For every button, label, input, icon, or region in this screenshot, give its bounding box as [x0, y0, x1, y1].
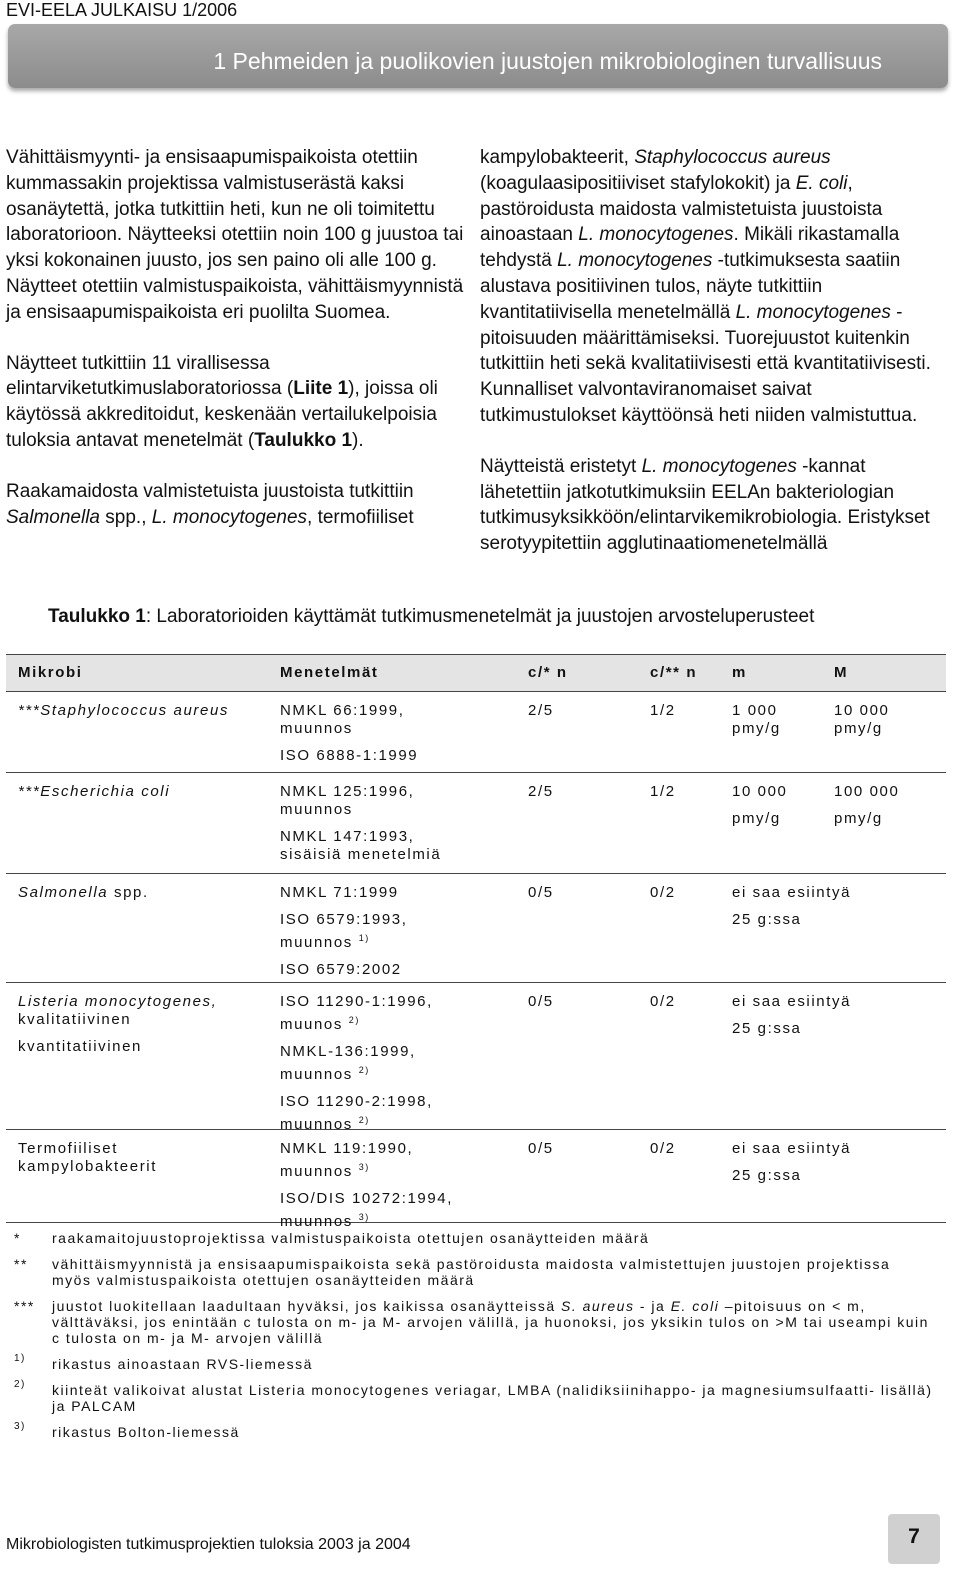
publication-label: EVI-EELA JULKAISU 1/2006: [6, 0, 238, 20]
method-cell: NMKL 71:1999 ISO 6579:1993, muunnos $^{1)}$ ISO 6579:2002: [280, 884, 408, 978]
methods-table: [6, 654, 946, 1230]
c-n-cell: 1/2: [650, 702, 676, 719]
footnote: 1) rikastus ainoastaan RVS-liemessä: [14, 1353, 313, 1372]
method-cell: NMKL 66:1999, muunnos ISO 6888-1:1999: [280, 702, 419, 764]
method-cell: NMKL 119:1990, muunnos $^{3)}$ ISO/DIS 10272:1994, muunnos $^{3)}$: [280, 1140, 453, 1230]
table-row: [6, 874, 946, 983]
m-cell: ei saa esiintyä 25 g:ssa: [732, 884, 852, 928]
c-n-cell: 1/2: [650, 783, 676, 800]
microbe-cell: Salmonella spp.: [18, 884, 149, 901]
method-cell: ISO 11290-1:1996, muunos $^{2)}$ NMKL-136:1999, muunnos $^{2)}$ ISO 11290-2:1998, muunnos $^{2)}$: [280, 993, 433, 1133]
c-n-cell: 0/5: [528, 884, 554, 901]
microbe-cell: ***Staphylococcus aureus: [18, 702, 230, 719]
page-number: 7: [908, 1525, 920, 1548]
c-n-cell: 2/5: [528, 702, 554, 719]
m-cell: ei saa esiintyä 25 g:ssa: [732, 993, 852, 1037]
footnote: 2) kiinteät valikoivat alustat Listeria monocytogenes veriagar, LMBA (nalidiksiinihappo- ja magnesiumsulfaatti- lisällä) ja PALCAM: [14, 1379, 933, 1414]
c-n-cell: 0/2: [650, 993, 676, 1010]
M-cell: 100 000 pmy/g: [834, 783, 900, 827]
column-header: Menetelmät: [280, 664, 379, 681]
paragraph: Näytteet tutkittiin 11 virallisessa elintarviketutkimuslaboratoriossa (Liite 1), joissa oli käytössä akkreditoidut, keskenään vertailukelpoisia tuloksia antavat menetelmät (Taulukko 1).: [6, 352, 438, 451]
c-n-cell: 0/5: [528, 1140, 554, 1157]
microbe-cell: ***Escherichia coli: [18, 783, 171, 800]
paragraph: Vähittäismyynti- ja ensisaapumispaikoista otettiin kummassakin projektissa valmistuserästä kaksi osanäytettä, jotka tutkittiin heti, kun ne oli toimitettu laboratorioon. Näytteeksi otettiin noin 100 g juustoa tai yksi kokonainen juusto, jos sen paino oli alle 100 g. Näytteet otettiin valmistuspaikoista, vähittäismyynnistä ja ensisaapumispaikoista eri puolilta Suomea.: [6, 147, 464, 323]
footnote: ** vähittäismyynnistä ja ensisaapumispaikoista sekä pastöroidusta maidosta valmistettujen juustojen projektissa myös valmistuspaikoista otettujen osanäytteiden määrä: [14, 1256, 891, 1288]
m-cell: 10 000 pmy/g: [732, 783, 788, 827]
c-n-cell: 2/5: [528, 783, 554, 800]
table-row: [6, 1130, 946, 1230]
right-column: [480, 145, 946, 582]
footer-text: Mikrobiologisten tutkimusprojektien tuloksia 2003 ja 2004: [6, 1536, 411, 1553]
footnote: 3) rikastus Bolton-liemessä: [14, 1421, 240, 1440]
column-header: M: [834, 664, 849, 681]
method-cell: NMKL 125:1996, muunnos NMKL 147:1993, sisäisiä menetelmiä: [280, 783, 442, 863]
table-header: [6, 654, 946, 692]
column-header: c/** n: [650, 664, 698, 681]
table-row: [6, 692, 946, 773]
M-cell: 10 000 pmy/g: [834, 702, 890, 737]
paragraph: kampylobakteerit, Staphylococcus aureus (koagulaasipositiiviset stafylokokit) ja E. coli, pastöroidusta maidosta valmistetuista juustoista ainoastaan L. monocytogenes. Mikäli rikastamalla tehdystä L. monocytogenes -tutkimuksesta saatiin alustava positiivinen tulos, näyte tutkittiin kvantitatiivisella menetelmällä L. monocytogenes -pitoisuuden määrittämiseksi. Tuorejuustot kuitenkin tutkittiin heti sekä kvalitatiivisesti että kvantitatiivisesti. Kunnalliset valvontaviranomaiset saivat tutkimustulokset käyttöönsä heti niiden valmistuttua.: [480, 147, 931, 426]
microbe-cell: Listeria monocytogenes, kvalitatiivinen kvantitatiivinen: [18, 993, 218, 1055]
m-cell: ei saa esiintyä 25 g:ssa: [732, 1140, 852, 1184]
footnote: *** juustot luokitellaan laadultaan hyväksi, jos kaikissa osanäytteissä S. aureus - ja E. coli –pitoisuus on < m, välttäväksi, jos enintään c tulosta on m- ja M- arvojen välillä, ja huonoksi, jos yksikin tulos on >M tai useampi kuin c tulosta on m- ja M- arvojen välillä: [14, 1298, 929, 1346]
c-n-cell: 0/2: [650, 1140, 676, 1157]
table-row: [6, 773, 946, 874]
microbe-cell: Termofiiliset kampylobakteerit: [18, 1140, 157, 1175]
column-header: Mikrobi: [18, 664, 83, 681]
paragraph: Näytteistä eristetyt L. monocytogenes -kannat lähetettiin jatkotutkimuksiin EELAn bakteriologian tutkimusyksikköön/elintarvikemikrobiologia. Eristykset serotyypitettiin agglutinaatiomenetelmällä: [480, 455, 930, 555]
table-footnotes: [14, 1230, 934, 1450]
page-title: 1 Pehmeiden ja puolikovien juustojen mikrobiologinen turvallisuus: [213, 48, 882, 74]
c-n-cell: 0/5: [528, 993, 554, 1010]
column-header: c/* n: [528, 664, 568, 681]
left-column: [6, 145, 466, 555]
table-row: [6, 983, 946, 1133]
column-header: m: [732, 664, 747, 681]
table-caption: Taulukko 1: Laboratorioiden käyttämät tutkimusmenetelmät ja juustojen arvosteluperusteet: [48, 606, 815, 627]
m-cell: 1 000 pmy/g: [732, 702, 781, 737]
c-n-cell: 0/2: [650, 884, 676, 901]
paragraph: Raakamaidosta valmistetuista juustoista tutkittiin Salmonella spp., L. monocytogenes, termofiiliset: [6, 480, 414, 528]
footnote: * raakamaitojuustoprojektissa valmistuspaikoista otettujen osanäytteiden määrä: [14, 1230, 650, 1246]
